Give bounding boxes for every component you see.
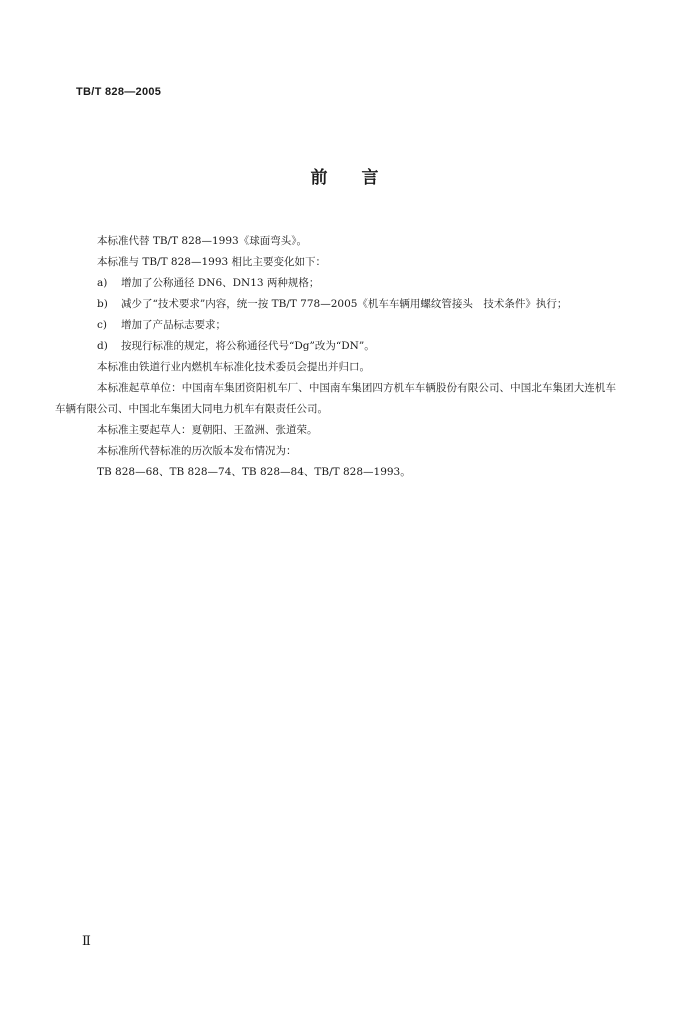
page-number: Ⅱ <box>82 934 91 949</box>
list-item-marker: d) <box>97 340 108 352</box>
list-item-text: 增加了公称通径 DN6、DN13 两种规格； <box>121 277 320 289</box>
paragraph-history-intro: 本标准所代替标准的历次版本发布情况为： <box>97 445 297 457</box>
paragraph-drafting-units: 本标准起草单位：中国南车集团资阳机车厂、中国南车集团四方机车车辆股份有限公司、中国北车集团大连机车车辆有限公司、中国北车集团大同电力机车有限责任公司。 <box>55 382 616 415</box>
list-item <box>76 273 616 294</box>
foreword-body <box>55 231 616 483</box>
list-item-marker: b) <box>97 298 108 310</box>
list-item-text: 按现行标准的规定，将公称通径代号“Dg”改为“DN”。 <box>121 340 375 352</box>
paragraph-drafters: 本标准主要起草人：夏朝阳、王盈洲、张道荣。 <box>97 424 318 436</box>
paragraph-proposer: 本标准由铁道行业内燃机车标准化技术委员会提出并归口。 <box>97 361 370 373</box>
list-item-text: 增加了产品标志要求； <box>121 319 226 331</box>
list-item-marker: a) <box>97 277 108 289</box>
list-item <box>76 315 616 336</box>
paragraph-replaces: 本标准代替 TB/T 828—1993《球面弯头》。 <box>97 235 307 247</box>
list-item-marker: c) <box>97 319 107 331</box>
list-item <box>76 336 616 357</box>
list-item-text: 减少了“技术要求”内容，统一按 TB/T 778—2005《机车车辆用螺纹管接头 技术条件》执行； <box>121 298 568 310</box>
standard-code-header: TB/T 828—2005 <box>76 86 162 98</box>
paragraph-history-versions: TB 828—68、TB 828—74、TB 828—84、TB/T 828—1993。 <box>97 466 411 478</box>
page-title: 前言 <box>310 168 413 188</box>
paragraph-changes-intro: 本标准与 TB/T 828—1993 相比主要变化如下： <box>97 256 327 268</box>
list-item <box>76 294 616 315</box>
